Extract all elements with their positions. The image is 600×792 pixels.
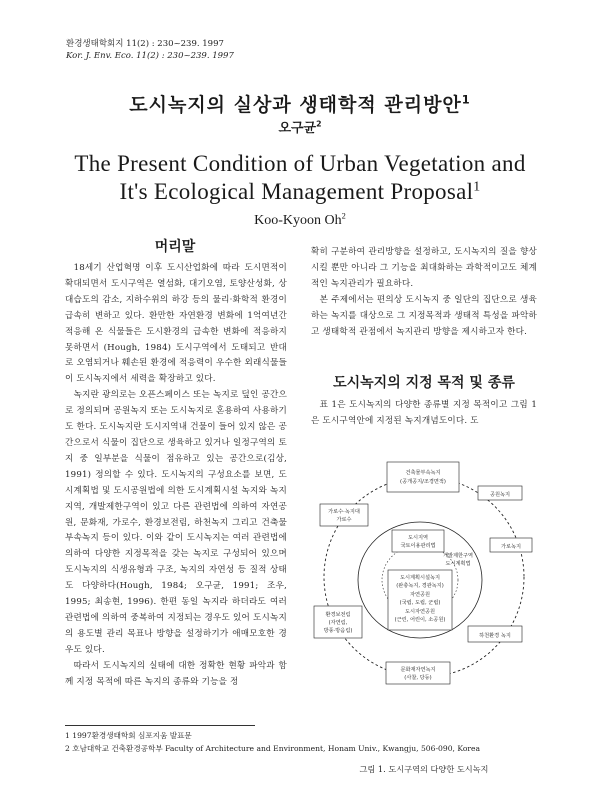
label: 도시자연공원 (404, 609, 436, 615)
node-top (387, 462, 459, 492)
right-column-body (311, 245, 537, 340)
node-right (490, 538, 532, 552)
label: (근린, 어린이, 소공원) (394, 617, 446, 623)
footnote-2: 2 호남대학교 건축환경공학부 Faculty of Architecture and Environment, Honam Univ., Kwangju, 506-090, Korea (65, 744, 481, 753)
label: 가로수·녹지대 (328, 509, 360, 515)
label: 국토이용관리법 (400, 543, 436, 549)
title-english (0, 150, 600, 206)
label: (국립, 도립, 군립) (399, 600, 441, 606)
left-column-body (65, 261, 287, 687)
label: 개발제한구역 (442, 553, 474, 559)
section-heading-types: 도시녹지의 지정 목적 및 종류 (333, 375, 515, 391)
paragraph: 표 1은 도시녹지의 다양한 종류별 지정 목적이고 그림 1은 도시구역안에 지정된 녹지개념도이다. 도 (311, 400, 537, 426)
node-inner-top (392, 530, 444, 552)
label: 자연공원 (409, 592, 431, 598)
paragraph: 녹지란 광의로는 오픈스페이스 또는 녹지로 덮인 공간으로 정의되며 공원녹지 또는 도시녹지로 혼용하여 사용하기도 한다. 도시녹지란 도시지역내 건물이 들어 있지 않은 공간으로서 식물이 집단으로 생육하고 있거나 일정구역의 토지 중 일부분을 식물이 점유하고 있는 공간으로(김상, 1991) 정의할 수 있다. 도시녹지의 구성요소를 보면, 도시계획법 및 도시공원법에 의한 도시계획시설 녹지와 녹지지역, 개발제한구역이 있고 다른 관련법에 의하여 자연공원, 문화재, 가로수, 환경보전림, 하천녹지 그리고 건축물 부속녹지 등이 있다. 이와 같이 도시녹지는 여러 관련법에 의하여 다양한 지정목적을 갖는 녹지로 구성되어 있으며 도시녹지의 식생유형과 구조, 녹지의 자연성 등 질적 상태도 다양하다(Hough, 1984; 오구균, 1991; 조우, 1995; 최송현, 1996). 한편 동일 녹지라 하더라도 여러 관련법에 의하여 중복하여 지정되는 경우도 있어 도시녹지의 용도별 관리 목표나 방향을 설정하기가 애매모호한 경우도 있다. (65, 390, 287, 655)
node-lower-right (468, 626, 522, 642)
label: 도시계획시설녹지 (399, 575, 441, 581)
label: 공원녹지 (489, 492, 511, 498)
label: 하천환경 녹지 (479, 633, 511, 639)
label: (공개공지/조경면적) (400, 479, 446, 485)
right-column-section2 (311, 398, 537, 430)
label: 환경보전림 (325, 612, 351, 618)
paragraph: 본 주제에서는 편의상 도시녹지 중 일단의 집단으로 생육하는 녹지를 대상으로 그 지정목적과 생태적 특성을 파악하고 생태학적 관점에서 녹지관리 방향을 제시하고자 한다. (311, 294, 537, 337)
label: 가로녹지 (500, 544, 522, 550)
title-english-line2: It's Ecological Management Proposal$^1$ (119, 178, 481, 204)
label: 도시계획법 (445, 561, 471, 567)
title-english-line1: The Present Condition of Urban Vegetation and (74, 151, 526, 176)
label: (자연림, (328, 620, 348, 626)
journal-citation-ko: 환경생태학회지 11(2) : 230~239. 1997 (66, 39, 224, 49)
label: 가로수 (336, 517, 352, 523)
label: (완충녹지, 경관녹지) (396, 583, 444, 589)
figure-urban-greenspace-diagram (310, 440, 538, 740)
label: (사찰, 당등) (404, 675, 432, 681)
figure-caption: 그림 1. 도시구역의 다양한 도시녹지 (359, 764, 489, 774)
paragraph: 18세기 산업혁명 이후 도시산업화에 따라 도시면적이 확대되면서 도시구역은 열섬화, 대기오염, 토양산성화, 상대습도의 감소, 지하수위의 하강 등의 물리·화학적 환경이 급속히 변하고 있다. 환만한 자연환경 변화에 1억여년간 적응해 온 식물들은 도시환경의 급속한 변화에 적응하지 못하면서 (Hough, 1984) 도시구역에서 도태되고 반대로 오염되거나 훼손된 환경에 적응력이 우수한 외래식물들이 도시녹지에서 세력을 확장하고 있다. (65, 263, 287, 385)
label: 건축물부속녹지 (405, 470, 441, 476)
paragraph: 따라서 도시녹지의 실태에 대한 정확한 현황 파악과 함께 지정 목적에 따른 녹지의 종류와 기능을 정 (65, 660, 287, 687)
node-lower-left (314, 606, 362, 638)
node-inner-right (443, 551, 473, 567)
section-heading-intro: 머리말 (154, 239, 196, 255)
paragraph: 확히 구분하여 관리방향을 설정하고, 도시녹지의 질을 향상시킬 뿐만 아니라 그 기능을 최대화하는 과학적이고도 체계적인 녹지관리가 필요하다. (311, 247, 537, 289)
journal-citation-en: Kor. J. Env. Eco. 11(2) : 230~239. 1997 (66, 51, 234, 61)
node-inner-bottom (388, 570, 452, 630)
author-korean: 오구균$^2$ (278, 119, 322, 136)
title-korean: 도시녹지의 실상과 생태학적 관리방안$^1$ (129, 92, 471, 116)
author-english: Koo-Kyoon Oh$^2$ (254, 211, 346, 228)
footnote-divider (65, 725, 255, 726)
footnote-1: 1 1997환경생태학회 심포지움 발표문 (65, 731, 192, 740)
label: 문화재자연녹지 (400, 667, 436, 673)
label: 도시지역 (407, 535, 429, 541)
node-left (320, 504, 368, 526)
node-bottom (386, 662, 450, 684)
node-upper-right (478, 486, 522, 500)
label: 방풍·방음림) (323, 628, 353, 634)
